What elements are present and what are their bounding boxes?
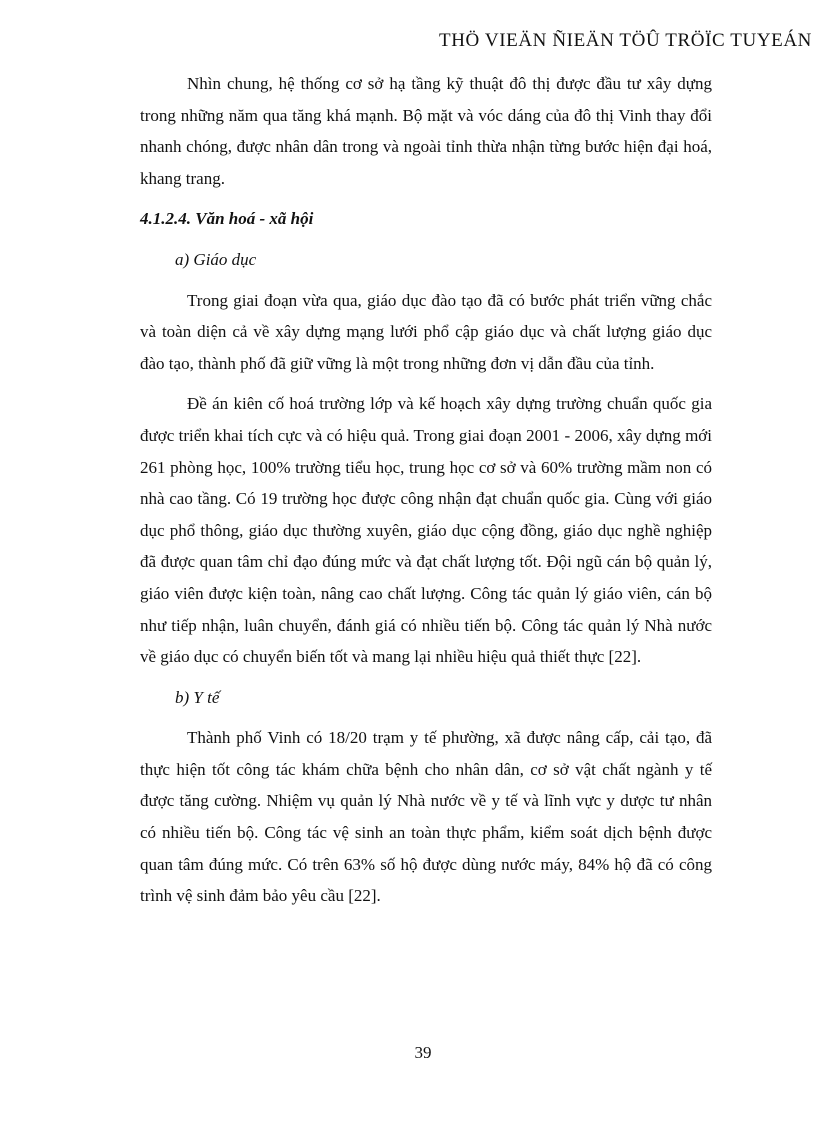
page-number: 39 — [414, 1043, 432, 1062]
health-paragraph-1: Thành phố Vinh có 18/20 trạm y tế phường, xã được nâng cấp, cải tạo, đã thực hiện tốt công tác khám chữa bệnh cho nhân dân, cơ sở vật chất ngành y tế được tăng cường. Nhiệm vụ quản lý Nhà nước về y tế và lĩnh vực y dược tư nhân có nhiều tiến bộ. Công tác vệ sinh an toàn thực phẩm, kiểm soát dịch bệnh được quan tâm đúng mức. Có trên 63% số hộ được dùng nước máy, 84% hộ đã có công trình vệ sinh đảm bảo yêu cầu [22]. — [140, 728, 712, 906]
page-header: THÖ VIEÄN ÑIEÄN TÖÛ TRÖÏC TUYEÁN — [439, 30, 812, 51]
health-subheading: b) Y tế — [175, 687, 220, 707]
education-paragraph-2: Đề án kiên cố hoá trường lớp và kế hoạch xây dựng trường chuẩn quốc gia được triển khai tích cực và có hiệu quả. Trong giai đoạn 2001 - 2006, xây dựng mới 261 phòng học, 100% trường tiểu học, trung học cơ sở và 60% trường mầm non có nhà cao tầng. Có 19 trường học được công nhận đạt chuẩn quốc gia. Cùng với giáo dục phổ thông, giáo dục thường xuyên, giáo dục cộng đồng, giáo dục nghề nghiệp đã được quan tâm chỉ đạo đúng mức và đạt chất lượng tốt. Đội ngũ cán bộ quản lý, giáo viên được kiện toàn, nâng cao chất lượng. Công tác quản lý giáo viên, cán bộ như tiếp nhận, luân chuyển, đánh giá có nhiều tiến bộ. Công tác quản lý Nhà nước về giáo dục có chuyển biến tốt và mang lại nhiều hiệu quả thiết thực [22]. — [140, 394, 712, 667]
education-subheading: a) Giáo dục — [175, 249, 257, 269]
section-heading: 4.1.2.4. Văn hoá - xã hội — [140, 209, 314, 229]
document-body — [140, 68, 712, 921]
intro-paragraph: Nhìn chung, hệ thống cơ sở hạ tầng kỹ thuật đô thị được đầu tư xây dựng trong những năm qua tăng khá mạnh. Bộ mặt và vóc dáng của đô thị Vinh thay đổi nhanh chóng, được nhân dân trong và ngoài tỉnh thừa nhận từng bước hiện đại hoá, khang trang. — [140, 74, 712, 188]
education-paragraph-1: Trong giai đoạn vừa qua, giáo dục đào tạo đã có bước phát triển vững chắc và toàn diện cả về xây dựng mạng lưới phổ cập giáo dục và chất lượng giáo dục đào tạo, thành phố đã giữ vững là một trong những đơn vị dẫn đầu của tỉnh. — [140, 290, 712, 373]
